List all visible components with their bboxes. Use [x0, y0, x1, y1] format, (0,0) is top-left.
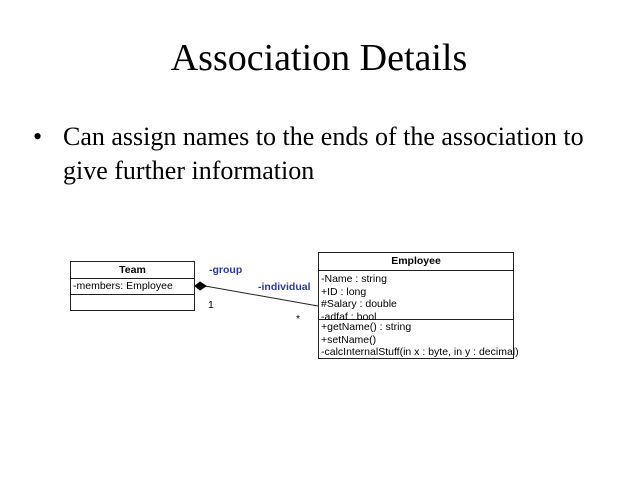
employee-operation: -calcInternalStuff(in x : byte, in y : decimal): [321, 346, 519, 358]
employee-class: [318, 252, 519, 359]
employee-class-name: Employee: [319, 253, 513, 271]
employee-attribute: +ID : long: [321, 285, 367, 298]
employee-operation: +setName(): [321, 333, 377, 346]
team-class-name: Team: [71, 262, 194, 279]
team-end-multiplicity: 1: [208, 299, 214, 311]
team-end-role-label: -group: [209, 264, 243, 276]
team-attributes: [71, 279, 194, 295]
employee-attribute: -adfaf : bool: [321, 310, 377, 323]
slide-title: Association Details: [170, 37, 468, 79]
employee-operation: +getName() : string: [321, 321, 412, 333]
bullet-dot: •: [33, 122, 43, 151]
employee-end-role-label: -individual: [258, 281, 311, 293]
employee-operations: [319, 320, 519, 360]
employee-attribute: #Salary : double: [321, 298, 397, 310]
team-attribute: -members: Employee: [73, 280, 173, 292]
team-class: [70, 261, 195, 311]
bullet-text: Can assign names to the ends of the association to give further information: [63, 122, 584, 185]
team-operations: [71, 295, 194, 297]
employee-attribute: -Name : string: [321, 273, 387, 285]
composition-diamond-icon: [195, 282, 206, 290]
employee-end-multiplicity: *: [296, 313, 301, 325]
employee-attributes: [319, 271, 513, 323]
